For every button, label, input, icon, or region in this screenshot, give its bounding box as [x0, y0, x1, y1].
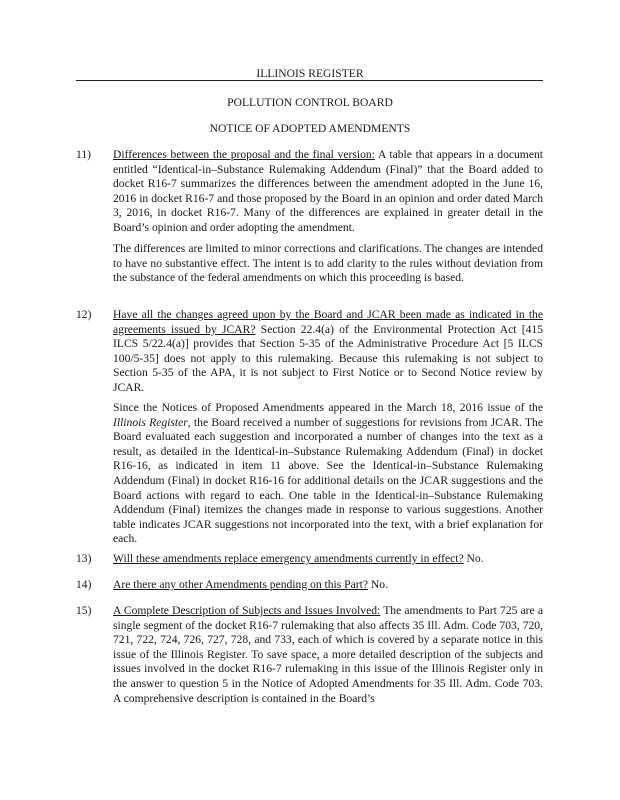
item-number: 13)	[76, 552, 92, 565]
item-answer: No.	[466, 552, 484, 565]
item-question: Have all the changes agreed upon by the Board and JCAR been made as indicated in the agreements issued by JCAR?	[113, 308, 543, 336]
publication-title: Illinois Register	[113, 415, 188, 429]
item-number: 15)	[76, 604, 92, 617]
item-12-paragraph-2	[113, 401, 543, 547]
item-number: 12)	[76, 308, 92, 321]
notice-title: NOTICE OF ADOPTED AMENDMENTS	[209, 122, 411, 135]
item-question: Differences between the proposal and the final version:	[113, 148, 375, 161]
register-title: ILLINOIS REGISTER	[256, 67, 364, 80]
item-question: Will these amendments replace emergency amendments currently in effect?	[113, 552, 464, 565]
agency-title: POLLUTION CONTROL BOARD	[227, 96, 393, 109]
item-answer: Section 22.4(a) of the Environmental Protection Act [415 ILCS 5/22.4(a)] provides that Section 5-35 of the Administrative Procedure Act [5 ILCS 100/5-35] does not apply to this rulemaking. Because this rulemaking is not subject to Section 5-35 of the APA, it is not subject to First Notice or to Second Notice review by JCAR.	[113, 322, 544, 394]
header-rule	[76, 80, 543, 81]
item-question: A Complete Description of Subjects and Issues Involved:	[113, 604, 381, 617]
item-14	[113, 578, 543, 593]
item-answer: The amendments to Part 725 are a single segment of the docket R16-7 rulemaking that also affects 35 Ill. Adm. Code 703, 720, 721, 722, 724, 726, 727, 728, and 733, each of which is covered by a separate notice in this issue of the Illinois Register. To save space, a more detailed description of the subjects and issues involved in the docket R16-7 rulemaking in this issue of the Illinois Register only in the answer to question 5 in the Notice of Adopted Amendments for 35 Ill. Adm. Code 703. A comprehensive description is contained in the Board’s	[113, 604, 543, 705]
item-question: Are there any other Amendments pending on this Part?	[113, 578, 368, 591]
item-15	[113, 604, 543, 706]
paragraph: The differences are limited to minor corrections and clarifications. The changes are intended to have no substantive effect. The intent is to add clarity to the rules without deviation from the substance of the federal amendments on which this proceeding is based.	[113, 242, 543, 285]
paragraph-rest: , the Board received a number of suggestions for revisions from JCAR. The Board evaluated each suggestion and incorporated a number of changes into the text as a result, as detailed in the Identical-in–Substance Rulemaking Addendum (Final) in docket R16-16, as indicated in item 11 above. See the Identical-in–Substance Rulemaking Addendum (Final) in docket R16-16 for additional details on the JCAR suggestions and the Board actions with regard to each. One table in the Identical-in–Substance Rulemaking Addendum (Final) itemizes the changes made in response to various suggestions. Another table indicates JCAR suggestions not incorporated into the text, with a brief explanation for each.	[113, 415, 543, 546]
paragraph-lead: Since the Notices of Proposed Amendments appeared in the March 18, 2016 issue of the	[113, 401, 543, 414]
item-12	[113, 308, 543, 396]
item-answer: A table that appears in a document entitled “Identical-in–Substance Rulemaking Addendum (Final)” that the Board added to docket R16-7 summarizes the differences between the amendment adopted in the June 16, 2016 in docket R16-7 and those proposed by the Board in an opinion and order dated March 3, 2016, in docket R16-7. Many of the differences are explained in greater detail in the Board’s opinion and order adopting the amendment.	[113, 148, 543, 234]
item-13	[113, 552, 543, 567]
item-number: 11)	[76, 148, 92, 161]
item-11-paragraph-2	[113, 242, 543, 286]
item-answer: No.	[370, 578, 388, 591]
item-11	[113, 148, 543, 236]
item-number: 14)	[76, 578, 92, 591]
